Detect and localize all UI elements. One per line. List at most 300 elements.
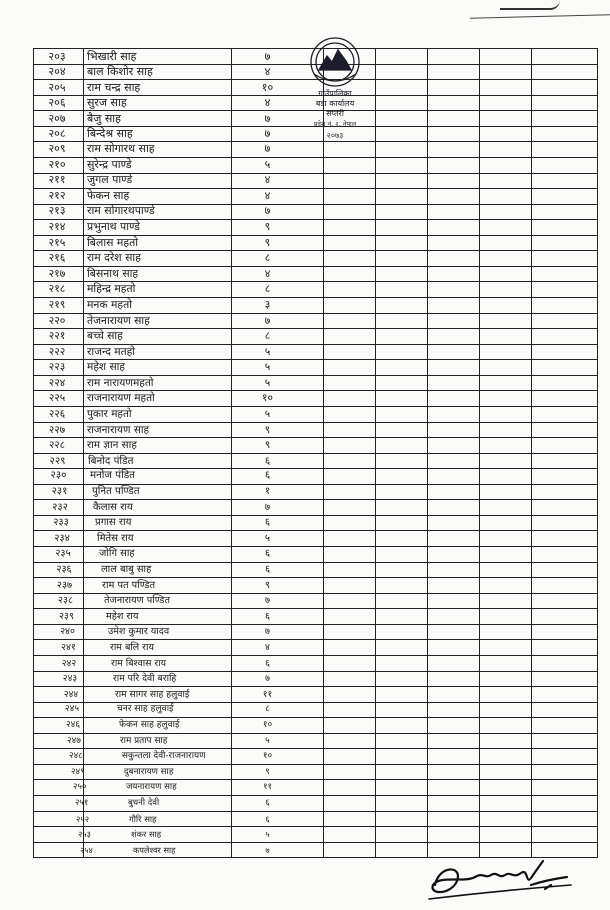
table-row bbox=[34, 640, 598, 656]
serial-number-cell: २११ bbox=[34, 173, 84, 189]
office-seal-stamp bbox=[292, 30, 378, 142]
table-row bbox=[34, 593, 598, 609]
serial-number-cell: २४५ bbox=[34, 702, 84, 718]
blank-cell bbox=[376, 220, 428, 236]
name-cell: बच्चे साह bbox=[84, 329, 232, 345]
name-cell: सुरेन्द्र पाण्डे bbox=[84, 157, 232, 173]
blank-cell bbox=[324, 484, 376, 500]
table-row bbox=[34, 749, 598, 765]
serial-number-cell: २१६ bbox=[34, 251, 84, 267]
table-row bbox=[34, 189, 598, 205]
blank-cell bbox=[532, 531, 598, 547]
member-count-cell: १० bbox=[232, 749, 324, 765]
blank-cell bbox=[376, 484, 428, 500]
blank-cell bbox=[324, 515, 376, 531]
top-corner-mark bbox=[500, 0, 560, 10]
member-count-cell: ८ bbox=[232, 702, 324, 718]
table-row bbox=[34, 780, 598, 796]
name-cell: राम प्रताप साह bbox=[84, 733, 232, 749]
blank-cell bbox=[428, 360, 480, 376]
blank-cell bbox=[376, 64, 428, 80]
member-count-cell: ७ bbox=[232, 126, 324, 142]
member-count-cell: ५ bbox=[232, 827, 324, 843]
name-cell: पुनित पण्डित bbox=[84, 484, 232, 500]
serial-number-cell: २४१ bbox=[34, 640, 84, 656]
member-count-cell: ११ bbox=[232, 780, 324, 796]
serial-number-cell: २०९ bbox=[34, 142, 84, 158]
blank-cell bbox=[532, 469, 598, 485]
blank-cell bbox=[376, 531, 428, 547]
table-row bbox=[34, 609, 598, 625]
name-cell: राम नारायणमहतो bbox=[84, 375, 232, 391]
member-count-cell: ९ bbox=[232, 764, 324, 780]
blank-cell bbox=[376, 780, 428, 796]
blank-cell bbox=[428, 173, 480, 189]
blank-cell bbox=[428, 796, 480, 812]
member-count-cell: ६ bbox=[232, 811, 324, 827]
serial-number-cell: २४३ bbox=[34, 671, 84, 687]
blank-cell bbox=[428, 344, 480, 360]
member-count-cell: ८ bbox=[232, 282, 324, 298]
name-cell: जोगि साह bbox=[84, 547, 232, 563]
blank-cell bbox=[376, 375, 428, 391]
serial-number-cell: २३३ bbox=[34, 515, 84, 531]
name-cell: तेजनारायण साह bbox=[84, 313, 232, 329]
blank-cell bbox=[480, 749, 532, 765]
blank-cell bbox=[532, 609, 598, 625]
blank-cell bbox=[324, 298, 376, 314]
blank-cell bbox=[532, 157, 598, 173]
serial-number-cell: २४० bbox=[34, 624, 84, 640]
blank-cell bbox=[376, 796, 428, 812]
blank-cell bbox=[480, 718, 532, 734]
blank-cell bbox=[324, 375, 376, 391]
blank-cell bbox=[376, 282, 428, 298]
blank-cell bbox=[376, 733, 428, 749]
blank-cell bbox=[480, 671, 532, 687]
member-count-cell: ९ bbox=[232, 220, 324, 236]
blank-cell bbox=[428, 80, 480, 96]
member-count-cell: ६ bbox=[232, 515, 324, 531]
member-count-cell: ५ bbox=[232, 360, 324, 376]
blank-cell bbox=[428, 64, 480, 80]
blank-cell bbox=[376, 500, 428, 516]
name-cell: बैजु साह bbox=[84, 111, 232, 127]
blank-cell bbox=[480, 220, 532, 236]
serial-number-cell: २५४ bbox=[34, 842, 84, 858]
blank-cell bbox=[428, 624, 480, 640]
blank-cell bbox=[324, 547, 376, 563]
table-row bbox=[34, 422, 598, 438]
table-row bbox=[34, 500, 598, 516]
blank-cell bbox=[532, 547, 598, 563]
blank-cell bbox=[324, 749, 376, 765]
blank-cell bbox=[428, 142, 480, 158]
top-rule-line bbox=[470, 14, 610, 18]
member-count-cell: ६ bbox=[232, 796, 324, 812]
serial-number-cell: २३१ bbox=[34, 484, 84, 500]
table-row bbox=[34, 827, 598, 843]
table-row bbox=[34, 329, 598, 345]
blank-cell bbox=[324, 142, 376, 158]
blank-cell bbox=[324, 640, 376, 656]
member-count-cell: ६ bbox=[232, 609, 324, 625]
blank-cell bbox=[428, 204, 480, 220]
blank-cell bbox=[532, 251, 598, 267]
table-row bbox=[34, 469, 598, 485]
blank-cell bbox=[532, 391, 598, 407]
blank-cell bbox=[532, 796, 598, 812]
blank-cell bbox=[428, 640, 480, 656]
name-cell: प्रभुनाथ पाण्डे bbox=[84, 220, 232, 236]
member-count-cell: ५ bbox=[232, 344, 324, 360]
blank-cell bbox=[376, 842, 428, 858]
blank-cell bbox=[480, 360, 532, 376]
blank-cell bbox=[376, 562, 428, 578]
blank-cell bbox=[480, 796, 532, 812]
blank-cell bbox=[324, 438, 376, 454]
blank-cell bbox=[480, 344, 532, 360]
blank-cell bbox=[376, 173, 428, 189]
blank-cell bbox=[480, 827, 532, 843]
blank-cell bbox=[376, 49, 428, 65]
blank-cell bbox=[428, 702, 480, 718]
blank-cell bbox=[376, 251, 428, 267]
blank-cell bbox=[376, 344, 428, 360]
member-count-cell: ५ bbox=[232, 733, 324, 749]
blank-cell bbox=[532, 204, 598, 220]
serial-number-cell: २३८ bbox=[34, 593, 84, 609]
member-count-cell: ५ bbox=[232, 157, 324, 173]
serial-number-cell: २२९ bbox=[34, 453, 84, 469]
stamp-line-1: गाउँपालिका bbox=[318, 89, 352, 98]
blank-cell bbox=[324, 453, 376, 469]
blank-cell bbox=[532, 360, 598, 376]
blank-cell bbox=[324, 593, 376, 609]
member-count-cell: ७ bbox=[232, 500, 324, 516]
blank-cell bbox=[376, 547, 428, 563]
blank-cell bbox=[532, 189, 598, 205]
table-row bbox=[34, 453, 598, 469]
serial-number-cell: २२५ bbox=[34, 391, 84, 407]
blank-cell bbox=[480, 235, 532, 251]
blank-cell bbox=[532, 438, 598, 454]
member-count-cell: १० bbox=[232, 391, 324, 407]
blank-cell bbox=[324, 796, 376, 812]
blank-cell bbox=[532, 422, 598, 438]
member-count-cell: ६ bbox=[232, 547, 324, 563]
blank-cell bbox=[428, 453, 480, 469]
blank-cell bbox=[376, 422, 428, 438]
blank-cell bbox=[376, 578, 428, 594]
blank-cell bbox=[480, 204, 532, 220]
blank-cell bbox=[324, 391, 376, 407]
serial-number-cell: २२० bbox=[34, 313, 84, 329]
member-count-cell: ६ bbox=[232, 453, 324, 469]
member-count-cell: ३ bbox=[232, 298, 324, 314]
serial-number-cell: २०५ bbox=[34, 80, 84, 96]
blank-cell bbox=[428, 780, 480, 796]
member-count-cell: ८ bbox=[232, 251, 324, 267]
serial-number-cell: २१० bbox=[34, 157, 84, 173]
serial-number-cell: २२३ bbox=[34, 360, 84, 376]
blank-cell bbox=[532, 313, 598, 329]
blank-cell bbox=[376, 811, 428, 827]
member-count-cell: ४ bbox=[232, 64, 324, 80]
blank-cell bbox=[376, 157, 428, 173]
blank-cell bbox=[324, 578, 376, 594]
table-row bbox=[34, 313, 598, 329]
blank-cell bbox=[324, 624, 376, 640]
blank-cell bbox=[428, 547, 480, 563]
serial-number-cell: २३५ bbox=[34, 547, 84, 563]
blank-cell bbox=[480, 578, 532, 594]
blank-cell bbox=[428, 671, 480, 687]
blank-cell bbox=[428, 189, 480, 205]
blank-cell bbox=[480, 142, 532, 158]
blank-cell bbox=[376, 329, 428, 345]
table-row bbox=[34, 173, 598, 189]
name-cell: पुकार महतो bbox=[84, 406, 232, 422]
name-cell: महिन्द्र महतो bbox=[84, 282, 232, 298]
name-cell: मनोज पंडित bbox=[84, 469, 232, 485]
blank-cell bbox=[324, 609, 376, 625]
serial-number-cell: २०७ bbox=[34, 111, 84, 127]
member-count-cell: ६ bbox=[232, 469, 324, 485]
table-row bbox=[34, 298, 598, 314]
name-cell: राम बलि राय bbox=[84, 640, 232, 656]
member-count-cell: ९ bbox=[232, 578, 324, 594]
name-cell: कपलेश्वर साह bbox=[84, 842, 232, 858]
serial-number-cell: २३२ bbox=[34, 500, 84, 516]
blank-cell bbox=[428, 49, 480, 65]
serial-number-cell: २३४ bbox=[34, 531, 84, 547]
serial-number-cell: २५२ bbox=[34, 811, 84, 827]
table-row bbox=[34, 204, 598, 220]
blank-cell bbox=[480, 422, 532, 438]
serial-number-cell: २२१ bbox=[34, 329, 84, 345]
name-cell: कैलास राय bbox=[84, 500, 232, 516]
blank-cell bbox=[324, 687, 376, 703]
table-row bbox=[34, 360, 598, 376]
table-row bbox=[34, 344, 598, 360]
name-cell: फेकन साह हलुवाई bbox=[84, 718, 232, 734]
serial-number-cell: २०६ bbox=[34, 95, 84, 111]
blank-cell bbox=[324, 313, 376, 329]
blank-cell bbox=[532, 344, 598, 360]
table-row bbox=[34, 515, 598, 531]
blank-cell bbox=[376, 189, 428, 205]
blank-cell bbox=[532, 827, 598, 843]
blank-cell bbox=[480, 251, 532, 267]
blank-cell bbox=[428, 718, 480, 734]
blank-cell bbox=[532, 126, 598, 142]
serial-number-cell: २४९ bbox=[34, 764, 84, 780]
member-count-cell: ४ bbox=[232, 95, 324, 111]
blank-cell bbox=[428, 95, 480, 111]
blank-cell bbox=[480, 515, 532, 531]
blank-cell bbox=[532, 173, 598, 189]
blank-cell bbox=[428, 749, 480, 765]
blank-cell bbox=[532, 733, 598, 749]
member-count-cell: ४ bbox=[232, 173, 324, 189]
blank-cell bbox=[428, 111, 480, 127]
blank-cell bbox=[428, 220, 480, 236]
blank-cell bbox=[480, 80, 532, 96]
blank-cell bbox=[324, 764, 376, 780]
blank-cell bbox=[376, 266, 428, 282]
table-row bbox=[34, 624, 598, 640]
serial-number-cell: २२७ bbox=[34, 422, 84, 438]
table-row bbox=[34, 391, 598, 407]
blank-cell bbox=[480, 733, 532, 749]
blank-cell bbox=[324, 655, 376, 671]
blank-cell bbox=[324, 360, 376, 376]
blank-cell bbox=[428, 375, 480, 391]
blank-cell bbox=[480, 126, 532, 142]
blank-cell bbox=[480, 406, 532, 422]
blank-cell bbox=[324, 827, 376, 843]
name-cell: राम परि देवी बराहि bbox=[84, 671, 232, 687]
blank-cell bbox=[376, 749, 428, 765]
member-count-cell: ७ bbox=[232, 49, 324, 65]
blank-cell bbox=[324, 469, 376, 485]
table-row bbox=[34, 718, 598, 734]
name-cell: महेश साह bbox=[84, 360, 232, 376]
blank-cell bbox=[532, 111, 598, 127]
blank-cell bbox=[376, 624, 428, 640]
table-row bbox=[34, 811, 598, 827]
name-cell: बिलास महतो bbox=[84, 235, 232, 251]
blank-cell bbox=[428, 655, 480, 671]
member-count-cell: ७ bbox=[232, 111, 324, 127]
member-count-cell: ९ bbox=[232, 235, 324, 251]
blank-cell bbox=[480, 593, 532, 609]
blank-cell bbox=[376, 360, 428, 376]
blank-cell bbox=[376, 391, 428, 407]
table-row bbox=[34, 484, 598, 500]
blank-cell bbox=[324, 220, 376, 236]
stamp-line-3: सप्तरी bbox=[326, 109, 344, 118]
blank-cell bbox=[376, 111, 428, 127]
blank-cell bbox=[324, 780, 376, 796]
blank-cell bbox=[532, 624, 598, 640]
blank-cell bbox=[324, 422, 376, 438]
blank-cell bbox=[324, 173, 376, 189]
name-cell: जुगल पाण्डे bbox=[84, 173, 232, 189]
name-cell: तेजनारायण पण्डित bbox=[84, 593, 232, 609]
serial-number-cell: २४८ bbox=[34, 749, 84, 765]
blank-cell bbox=[480, 562, 532, 578]
table-row bbox=[34, 157, 598, 173]
blank-cell bbox=[324, 157, 376, 173]
blank-cell bbox=[532, 453, 598, 469]
serial-number-cell: २०८ bbox=[34, 126, 84, 142]
serial-number-cell: २२४ bbox=[34, 375, 84, 391]
name-cell: बुधनी देवी bbox=[84, 796, 232, 812]
blank-cell bbox=[428, 282, 480, 298]
table-row bbox=[34, 406, 598, 422]
name-cell: बिसनाथ साह bbox=[84, 266, 232, 282]
blank-cell bbox=[532, 484, 598, 500]
blank-cell bbox=[376, 406, 428, 422]
blank-cell bbox=[428, 469, 480, 485]
blank-cell bbox=[324, 811, 376, 827]
household-register-table bbox=[33, 48, 598, 858]
member-count-cell: ७ bbox=[232, 671, 324, 687]
blank-cell bbox=[324, 329, 376, 345]
name-cell: बिन्देश्र साह bbox=[84, 126, 232, 142]
blank-cell bbox=[376, 469, 428, 485]
member-count-cell: ६ bbox=[232, 562, 324, 578]
blank-cell bbox=[428, 406, 480, 422]
name-cell: फेकन साह bbox=[84, 189, 232, 205]
serial-number-cell: २१२ bbox=[34, 189, 84, 205]
member-count-cell: १ bbox=[232, 484, 324, 500]
table-row bbox=[34, 578, 598, 594]
name-cell: गौरि साह bbox=[84, 811, 232, 827]
blank-cell bbox=[376, 95, 428, 111]
blank-cell bbox=[480, 500, 532, 516]
serial-number-cell: २१७ bbox=[34, 266, 84, 282]
blank-cell bbox=[428, 500, 480, 516]
blank-cell bbox=[480, 609, 532, 625]
blank-cell bbox=[480, 313, 532, 329]
blank-cell bbox=[480, 702, 532, 718]
member-count-cell: ८ bbox=[232, 329, 324, 345]
blank-cell bbox=[480, 531, 532, 547]
table-row bbox=[34, 562, 598, 578]
name-cell: राजन्द मतहो bbox=[84, 344, 232, 360]
member-count-cell: ७ bbox=[232, 593, 324, 609]
blank-cell bbox=[532, 578, 598, 594]
serial-number-cell: २४६ bbox=[34, 718, 84, 734]
name-cell: सुरज साह bbox=[84, 95, 232, 111]
blank-cell bbox=[480, 282, 532, 298]
blank-cell bbox=[324, 251, 376, 267]
blank-cell bbox=[324, 406, 376, 422]
blank-cell bbox=[428, 733, 480, 749]
member-count-cell: ९ bbox=[232, 438, 324, 454]
table-row bbox=[34, 764, 598, 780]
blank-cell bbox=[324, 204, 376, 220]
blank-cell bbox=[428, 126, 480, 142]
name-cell: राम पत पण्डित bbox=[84, 578, 232, 594]
blank-cell bbox=[428, 251, 480, 267]
blank-cell bbox=[532, 593, 598, 609]
blank-cell bbox=[376, 687, 428, 703]
blank-cell bbox=[324, 500, 376, 516]
blank-cell bbox=[376, 204, 428, 220]
table-row bbox=[34, 531, 598, 547]
blank-cell bbox=[480, 157, 532, 173]
member-count-cell: ७ bbox=[232, 624, 324, 640]
blank-cell bbox=[532, 298, 598, 314]
blank-cell bbox=[532, 764, 598, 780]
blank-cell bbox=[428, 391, 480, 407]
blank-cell bbox=[376, 655, 428, 671]
blank-cell bbox=[532, 220, 598, 236]
blank-cell bbox=[428, 827, 480, 843]
blank-cell bbox=[480, 391, 532, 407]
stamp-line-4: प्रदेश नं. २, नेपाल bbox=[313, 120, 357, 128]
blank-cell bbox=[428, 578, 480, 594]
name-cell: राम बिश्वास राय bbox=[84, 655, 232, 671]
blank-cell bbox=[480, 329, 532, 345]
member-count-cell: ४ bbox=[232, 189, 324, 205]
serial-number-cell: २५० bbox=[34, 780, 84, 796]
blank-cell bbox=[428, 422, 480, 438]
